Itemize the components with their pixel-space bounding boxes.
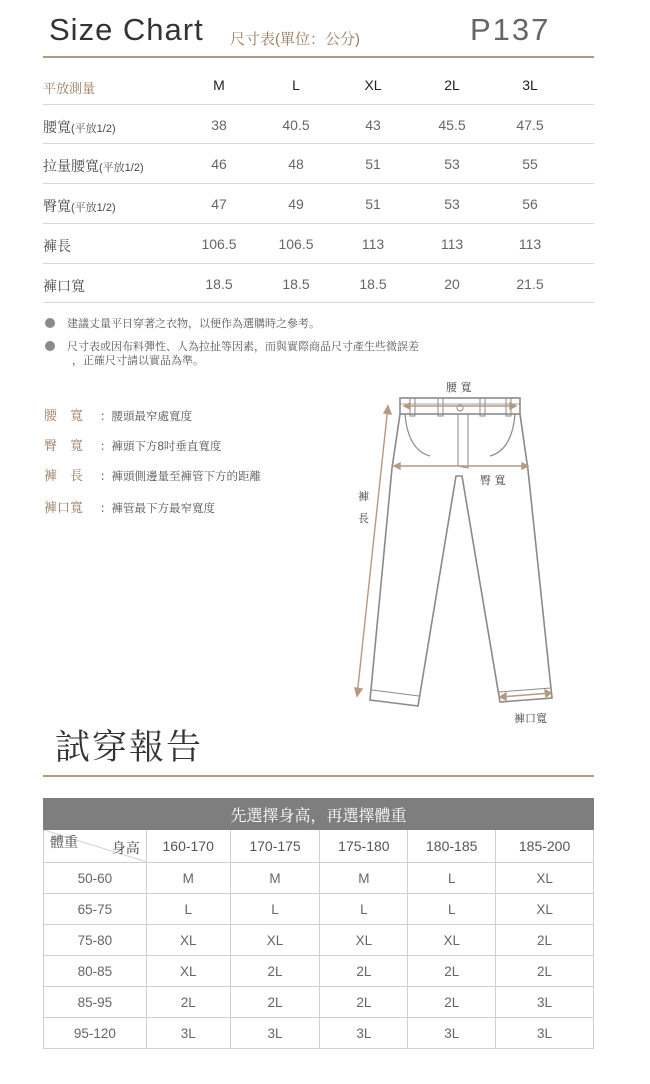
table-cell: 113 [440,236,464,252]
table-cell: 48 [288,156,304,172]
size-cell: M [146,863,230,894]
table-cell: 47.5 [516,117,544,133]
size-cell: 2L [496,956,594,987]
definition-hip [44,435,221,454]
note-text: 尺寸表或因布料彈性、人為拉扯等因素，而與實際商品尺寸產生些微誤差 [67,341,419,353]
size-table-row [43,183,594,224]
definition-desc: ：腰頭最窄處寬度 [100,411,192,423]
size-cell: 2L [230,956,320,987]
definition-term: 臀 寬 [44,438,84,453]
definition-desc: ：褲頭下方8吋垂直寬度 [100,441,222,453]
height-header: 180-185 [408,830,496,863]
hip-label: 臀 寬 [480,474,506,487]
row-label [43,196,116,216]
size-cell: 2L [408,987,496,1018]
fit-table-instruction: 先選擇身高，再選擇體重 [44,799,594,830]
fit-table-instruction-row [44,799,594,830]
row-label [43,236,71,256]
definition-desc: ：褲管最下方最窄寬度 [100,503,215,515]
row-label-text: 褲口寬 [43,278,85,294]
weight-cell: 75-80 [44,925,147,956]
table-row [44,863,594,894]
size-table-row [43,104,594,144]
size-cell: 3L [496,1018,594,1049]
size-cell: L [408,863,496,894]
definition-term: 腰 寬 [44,408,84,423]
size-table-row [43,143,594,184]
size-header-xl: XL [364,77,382,93]
height-header: 175-180 [320,830,408,863]
table-cell: 45.5 [438,117,466,133]
table-cell: 18.5 [359,276,387,292]
table-cell: 18.5 [205,276,233,292]
table-row [44,1018,594,1049]
size-table-row [43,263,594,303]
size-cell: L [230,894,320,925]
size-cell: 3L [320,1018,408,1049]
size-cell: XL [408,925,496,956]
row-label-text: 腰寬 [43,119,71,135]
row-label-text: 拉量腰寬 [43,158,99,174]
table-cell: 38 [211,117,227,133]
size-header-m: M [213,77,225,93]
table-cell: 55 [522,156,538,172]
fit-table-corner [44,830,147,863]
size-cell: L [146,894,230,925]
size-header-3l: 3L [522,77,538,93]
fit-table-header-row [44,830,594,863]
weight-cell: 95-120 [44,1018,147,1049]
height-header: 170-175 [230,830,320,863]
table-cell: 40.5 [282,117,310,133]
size-cell: 3L [408,1018,496,1049]
note-bullet-icon [45,318,55,328]
table-cell: 51 [365,156,381,172]
row-label-text: 褲長 [43,238,71,254]
size-cell: 2L [230,987,320,1018]
size-cell: 3L [496,987,594,1018]
table-cell: 113 [518,236,542,252]
size-cell: XL [496,894,594,925]
table-cell: 21.5 [516,276,544,292]
size-cell: 2L [320,956,408,987]
table-cell: 46 [211,156,227,172]
note-text-continued: ，正確尺寸請以實品為準。 [72,355,204,367]
report-divider [43,775,594,777]
size-cell: 2L [146,987,230,1018]
row-label-note: (平放1/2) [99,162,144,174]
definition-length [44,465,261,484]
report-title: 試穿報告 [55,728,204,767]
table-cell: 53 [444,156,460,172]
note-bullet-icon [45,341,55,351]
size-cell: XL [320,925,408,956]
size-cell: XL [230,925,320,956]
size-cell: 2L [320,987,408,1018]
row-label [43,156,144,176]
fit-table [43,798,594,1049]
size-cell: M [320,863,408,894]
table-row [44,956,594,987]
table-cell: 47 [211,196,227,212]
product-code: P137 [470,12,551,47]
table-cell: 20 [444,276,460,292]
row-label-text: 臀寬 [43,198,71,214]
size-table-header-label: 平放測量 [43,81,96,96]
table-cell: 18.5 [282,276,310,292]
size-header-l: L [292,77,300,93]
size-cell: 3L [146,1018,230,1049]
weight-cell: 85-95 [44,987,147,1018]
page-subtitle: 尺寸表(單位：公分) [230,31,360,48]
size-cell: XL [146,956,230,987]
table-cell: 106.5 [278,236,314,252]
length-label-top: 褲 [358,490,369,503]
table-row [44,894,594,925]
definition-desc: ：褲頭側邊量至褲管下方的距離 [100,471,261,483]
definition-waist [44,405,192,424]
size-cell: L [408,894,496,925]
corner-weight-label: 體重 [50,834,78,850]
hem-label: 褲口寬 [514,712,547,725]
size-header-2l: 2L [444,77,460,93]
size-cell: M [230,863,320,894]
row-label [43,276,85,296]
definition-term: 褲口寬 [44,500,84,515]
note-text: 建議丈量平日穿著之衣物，以便作為選購時之參考。 [67,318,320,330]
height-header: 185-200 [496,830,594,863]
definition-hem [44,497,215,516]
header-divider [43,56,594,58]
size-cell: 3L [230,1018,320,1049]
weight-cell: 80-85 [44,956,147,987]
height-header: 160-170 [146,830,230,863]
table-cell: 56 [522,196,538,212]
size-cell: L [320,894,408,925]
pants-diagram [340,370,570,730]
size-table-row [43,223,594,264]
size-cell: 2L [408,956,496,987]
page-title: Size Chart [49,12,204,47]
waist-label: 腰 寬 [446,381,472,394]
row-label [43,117,116,137]
definition-term: 褲 長 [44,468,84,483]
table-row [44,987,594,1018]
table-cell: 43 [365,117,381,133]
size-table-header-row [43,64,594,105]
table-cell: 49 [288,196,304,212]
corner-height-label: 身高 [111,840,140,856]
size-cell: XL [496,863,594,894]
weight-cell: 65-75 [44,894,147,925]
row-label-note: (平放1/2) [71,123,116,135]
weight-cell: 50-60 [44,863,147,894]
pants-outline [370,398,552,706]
length-label-bottom: 長 [358,512,369,525]
size-cell: XL [146,925,230,956]
size-cell: 2L [496,925,594,956]
table-cell: 113 [361,236,385,252]
table-cell: 53 [444,196,460,212]
table-row [44,925,594,956]
table-cell: 51 [365,196,381,212]
row-label-note: (平放1/2) [71,202,116,214]
table-cell: 106.5 [201,236,237,252]
